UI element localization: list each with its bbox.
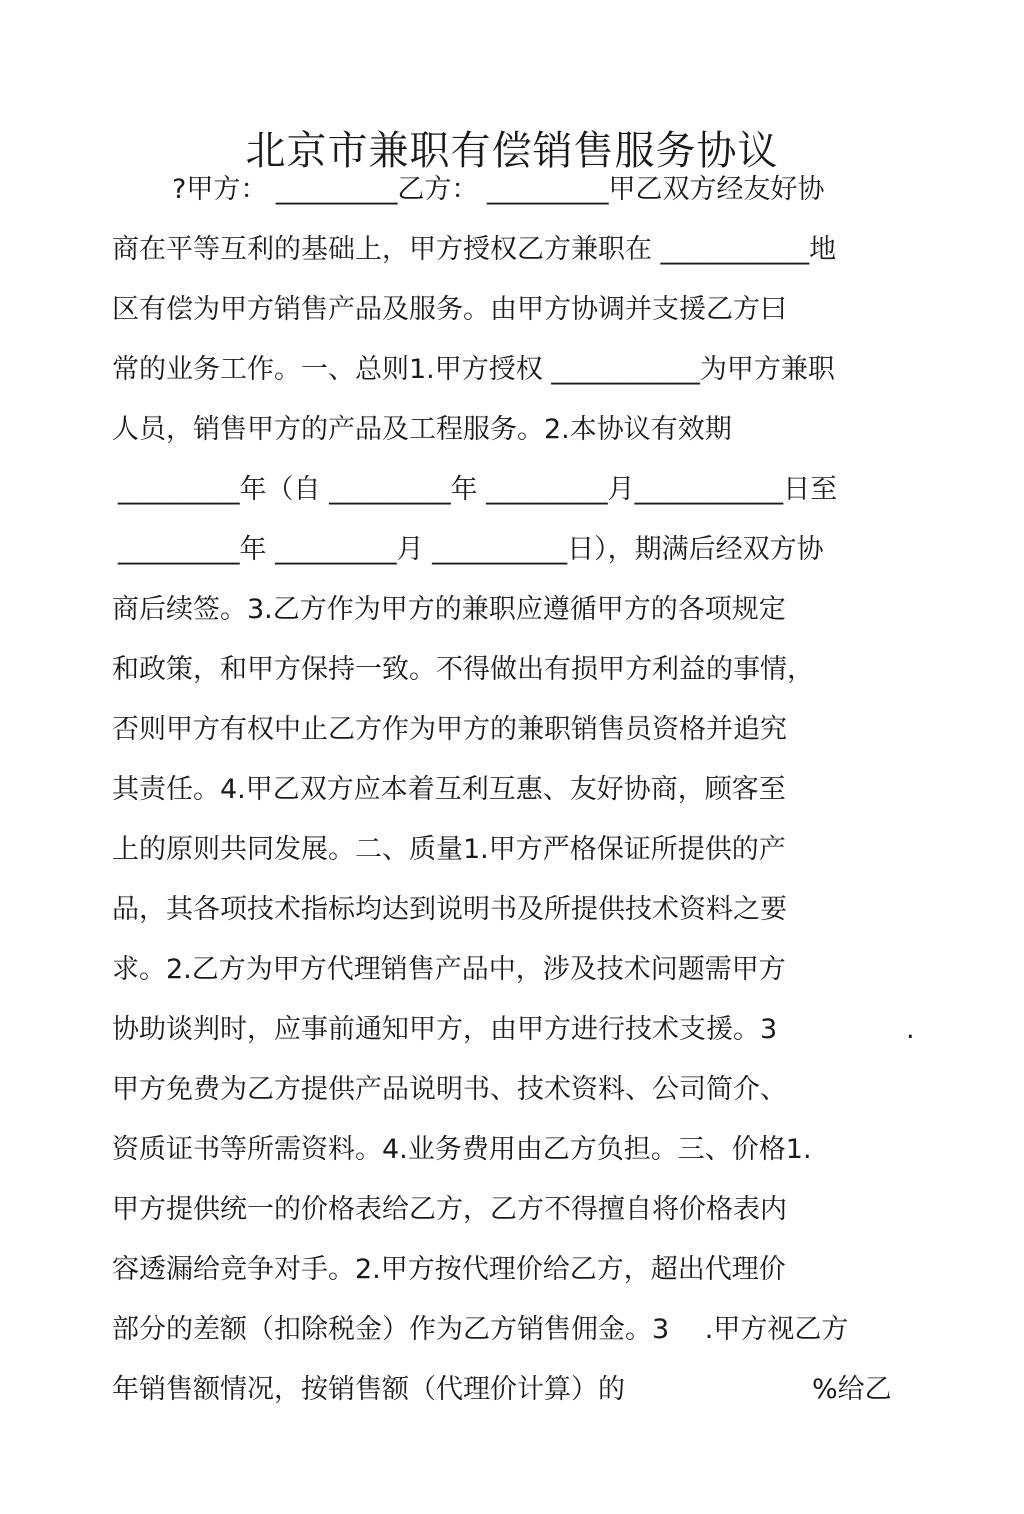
paragraph-line: ?甲方： _________乙方： _________甲乙双方经友好协: [172, 174, 825, 205]
paragraph-line: 商后续签。3.乙方作为甲方的兼职应遵循甲方的各项规定: [112, 594, 786, 625]
paragraph-line: 否则甲方有权中止乙方作为甲方的兼职销售员资格并追究: [112, 714, 787, 745]
line-tail-percent: %给乙: [812, 1374, 892, 1405]
paragraph-line: 甲方提供统一的价格表给乙方，乙方不得擅自将价格表内: [112, 1194, 787, 1225]
paragraph-line: 品，其各项技术指标均达到说明书及所提供技术资料之要: [112, 894, 787, 925]
paragraph-line: 求。2.乙方为甲方代理销售产品中，涉及技术问题需甲方: [112, 954, 786, 985]
paragraph-line: 其责任。4.甲乙双方应本着互利互惠、友好协商，顾客至: [112, 774, 786, 805]
paragraph-line: 区有偿为甲方销售产品及服务。由甲方协调并支援乙方曰: [112, 294, 787, 325]
paragraph-line: 资质证书等所需资料。4.业务费用由乙方负担。三、价格1.: [112, 1134, 812, 1165]
paragraph-line: 上的原则共同发展。二、质量1.甲方严格保证所提供的产: [112, 834, 786, 865]
paragraph-line: _________年（自 _________年 _________月___________日至: [118, 474, 838, 505]
paragraph-line: 商在平等互利的基础上，甲方授权乙方兼职在 ___________地: [112, 234, 837, 265]
line-tail-period: .: [906, 1014, 915, 1045]
paragraph-line: 甲方免费为乙方提供产品说明书、技术资料、公司简介、: [112, 1074, 787, 1105]
document-title: 北京市兼职有偿销售服务协议: [245, 127, 779, 174]
paragraph-line: _________年 _________月 __________日），期满后经双方协: [118, 534, 824, 565]
paragraph-line: 协助谈判时，应事前通知甲方，由甲方进行技术支援。3: [112, 1014, 778, 1045]
paragraph-line: 常的业务工作。一、总则1.甲方授权 ___________为甲方兼职: [112, 354, 835, 385]
paragraph-line: 部分的差额（扣除税金）作为乙方销售佣金。3 .甲方视乙方: [112, 1314, 849, 1345]
paragraph-line: 和政策，和甲方保持一致。不得做出有损甲方利益的事情，: [112, 654, 814, 685]
paragraph-line: 容透漏给竞争对手。2.甲方按代理价给乙方，超出代理价: [112, 1254, 786, 1285]
paragraph-line: 人员，销售甲方的产品及工程服务。2.本协议有效期: [112, 414, 732, 445]
paragraph-line: 年销售额情况，按销售额（代理价计算）的: [112, 1374, 625, 1405]
